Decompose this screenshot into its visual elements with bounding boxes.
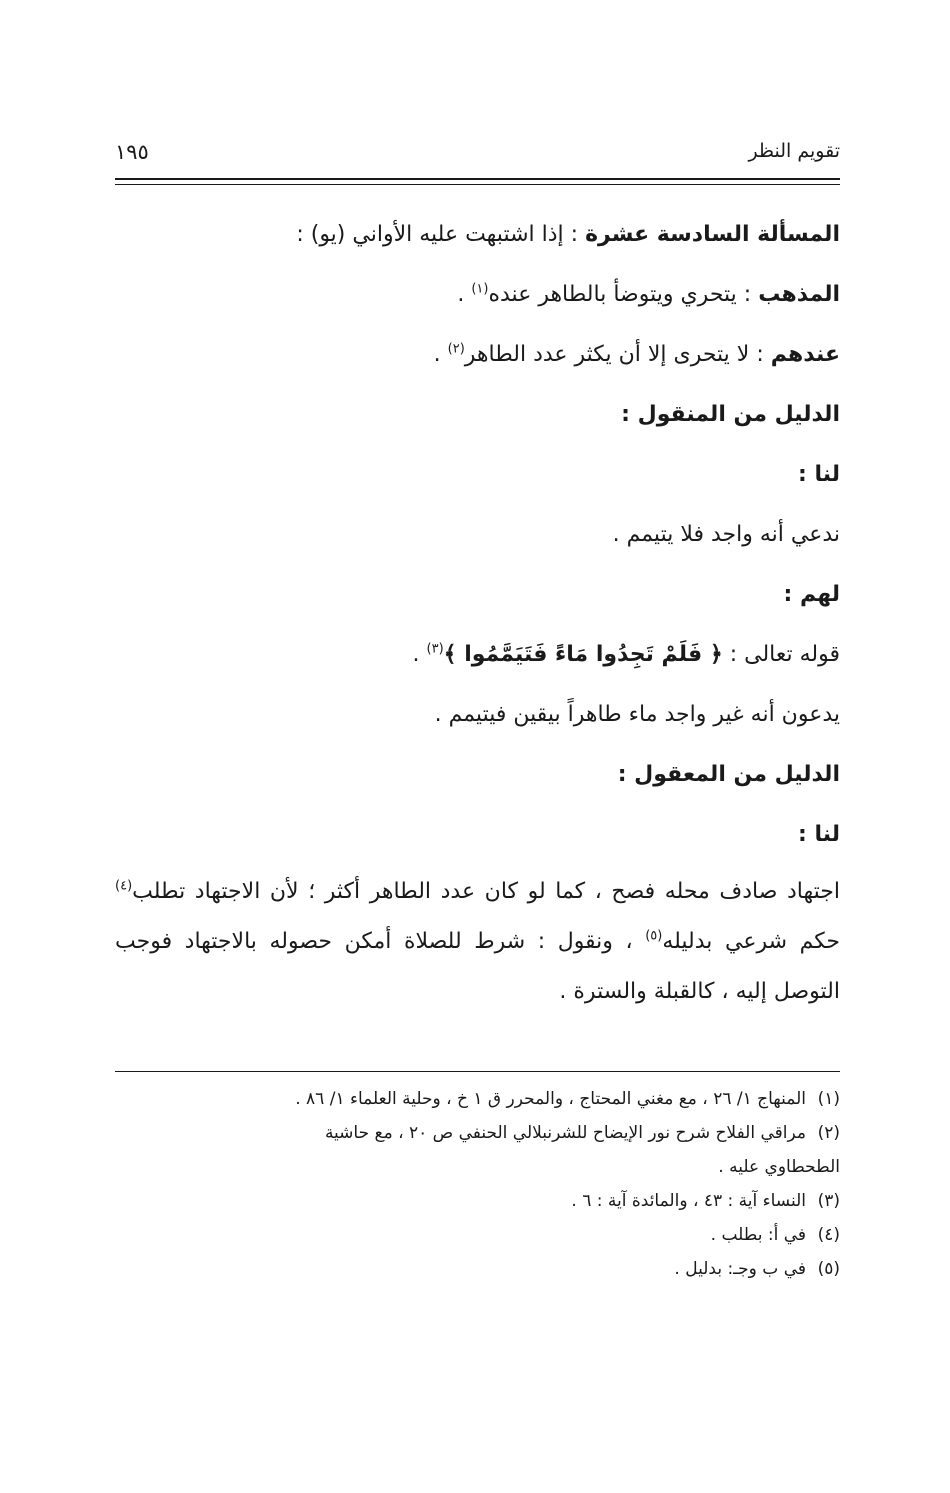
main-text	[115, 205, 840, 1017]
footnote-4	[115, 1218, 840, 1252]
footnote-ref-3[interactable]: (٣)	[426, 641, 444, 657]
issue-text: : إذا اشتبهت عليه الأواني (يو) :	[296, 222, 579, 247]
header-rule-thin	[115, 184, 840, 185]
page-number: ١٩٥	[115, 140, 149, 164]
footnote-number: (٤)	[817, 1225, 840, 1245]
indahum-text: : لا يتحرى إلا أن يكثر عدد الطاهر	[464, 342, 764, 367]
footnote-ref-1[interactable]: (١)	[471, 281, 489, 297]
footnote-number: (٥)	[817, 1259, 840, 1279]
lahum-heading: لهم :	[783, 582, 840, 607]
lana-heading-1: لنا :	[798, 462, 840, 487]
madhhab-text: : يتحري ويتوضأ بالطاهر عنده	[488, 282, 752, 307]
footnote-separator	[115, 1071, 840, 1072]
footnote-2-continuation: الطحطاوي عليه .	[718, 1157, 840, 1177]
para-part-1: اجتهاد صادف محله فصح ، كما لو كان عدد الطاهر أكثر ؛ لأن الاجتهاد تطلب	[132, 879, 840, 904]
heading-manqul: الدليل من المنقول :	[621, 402, 840, 427]
madhhab-line: المذهب : يتحري ويتوضأ بالطاهر عنده$^{(١)}$ .	[457, 281, 840, 307]
footnote-text: النساء آية : ٤٣ ، والمائدة آية : ٦ .	[571, 1191, 806, 1211]
footnote-5	[115, 1252, 840, 1286]
para-part-2: حكم شرعي بدليله	[662, 929, 840, 954]
footnote-text: مراقي الفلاح شرح نور الإيضاح للشرنبلالي الحنفي ص ٢٠ ، مع حاشية	[324, 1123, 806, 1143]
running-title: تقويم النظر	[748, 140, 840, 162]
footnote-text: في ب وجـ: بدليل .	[674, 1259, 806, 1279]
para-part-3: ، ونقول : شرط للصلاة أمكن حصوله بالاجتهاد فوجب التوصل إليه ، كالقبلة والسترة .	[115, 929, 840, 1004]
footnote-ref-5[interactable]: (٥)	[645, 928, 663, 944]
issue-line	[115, 205, 840, 265]
lahum-text: يدعون أنه غير واجد ماء طاهراً بيقين فيتيمم .	[434, 702, 840, 727]
footnote-3	[115, 1184, 840, 1218]
footnote-number: (١)	[817, 1089, 840, 1109]
issue-label: المسألة السادسة عشرة	[585, 222, 840, 247]
header-rule	[115, 178, 840, 180]
heading-maqul: الدليل من المعقول :	[617, 762, 840, 787]
page-header	[115, 140, 840, 180]
verse-intro: قوله تعالى :	[729, 642, 840, 667]
footnote-2	[115, 1116, 840, 1150]
indahum-label: عندهم	[770, 342, 840, 367]
footnotes	[115, 1082, 840, 1286]
indahum-line: عندهم : لا يتحرى إلا أن يكثر عدد الطاهر$^{(٢)}$ .	[433, 341, 840, 367]
lana-heading-2: لنا :	[798, 822, 840, 847]
verse-line: قوله تعالى : ﴿ فَلَمْ تَجِدُوا مَاءً فَتَيَمَّمُوا ﴾$^{(٣)}$ .	[412, 641, 840, 667]
footnote-ref-4[interactable]: (٤)	[115, 878, 133, 894]
lana-text-1: ندعي أنه واجد فلا يتيمم .	[612, 522, 840, 547]
footnote-number: (٢)	[817, 1123, 840, 1143]
quran-verse: ﴿ فَلَمْ تَجِدُوا مَاءً فَتَيَمَّمُوا ﴾	[443, 642, 723, 667]
footnote-number: (٣)	[817, 1191, 840, 1211]
footnote-text: المنهاج ١/ ٢٦ ، مع مغني المحتاج ، والمحرر ق ١ خ ، وحلية العلماء ١/ ٨٦ .	[295, 1089, 806, 1109]
madhhab-label: المذهب	[758, 282, 840, 307]
footnote-text: في أ: بطلب .	[710, 1225, 806, 1245]
footnote-ref-2[interactable]: (٢)	[447, 341, 465, 357]
argument-paragraph	[115, 867, 840, 1017]
footnote-1	[115, 1082, 840, 1116]
